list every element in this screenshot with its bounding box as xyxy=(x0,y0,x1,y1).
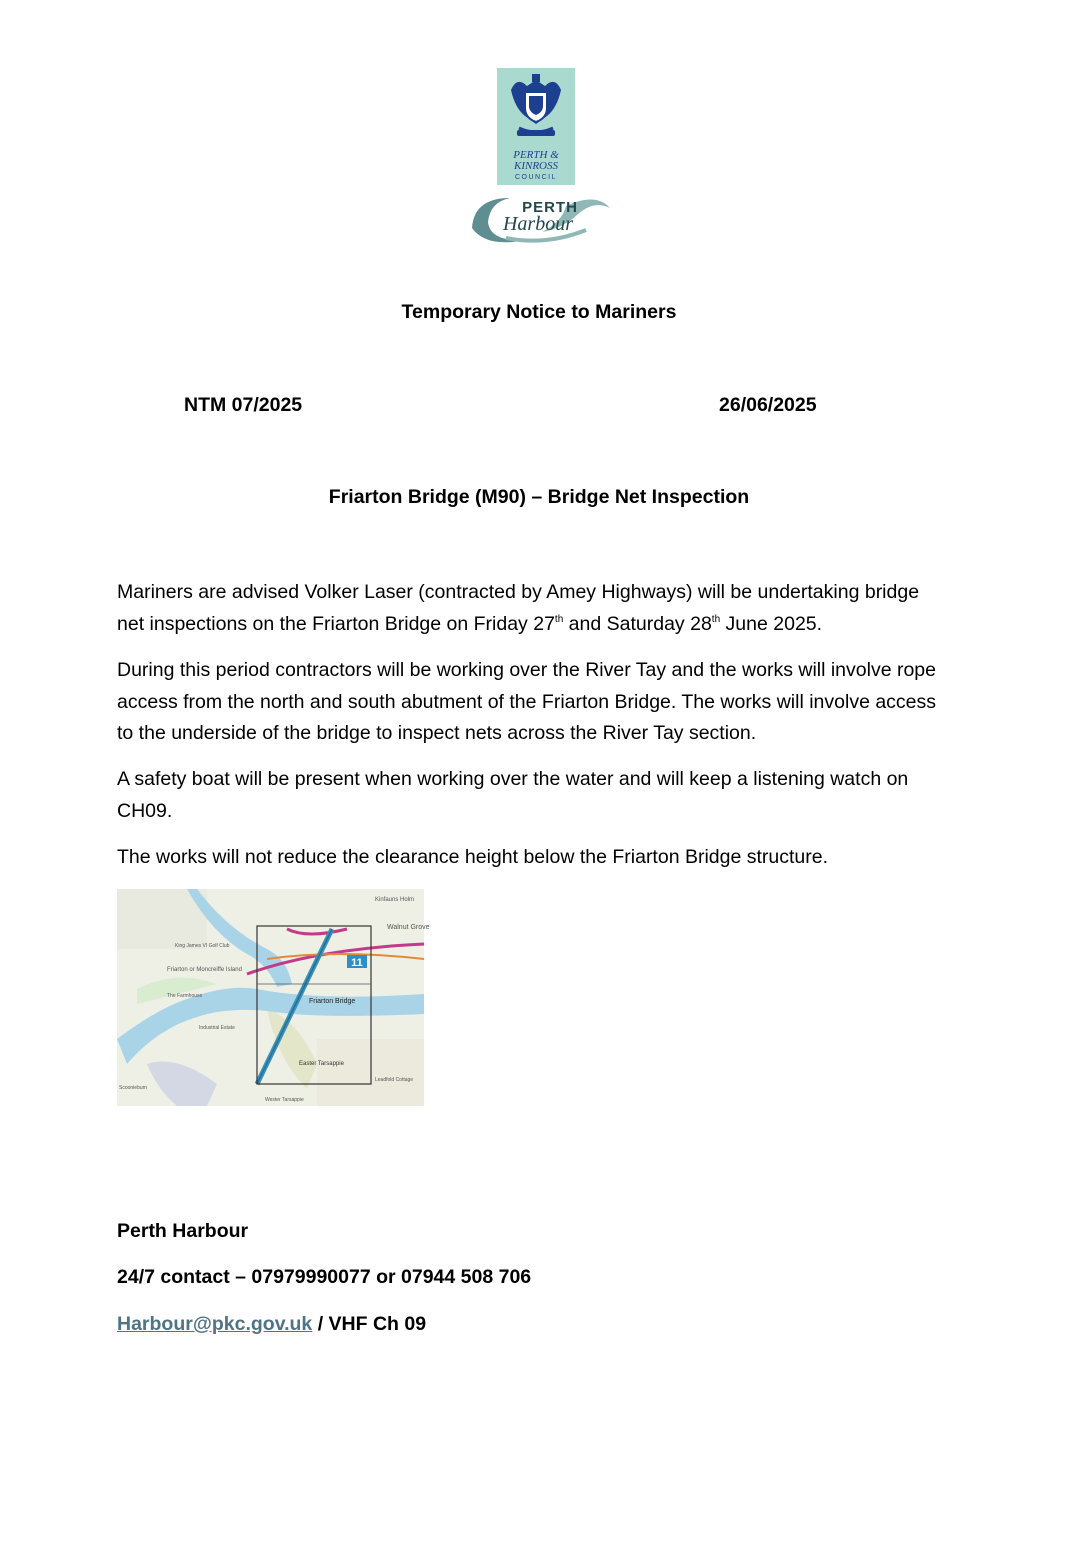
council-logo xyxy=(497,68,575,185)
notice-subject: Friarton Bridge (M90) – Bridge Net Inspection xyxy=(328,486,750,508)
paragraph-dates-part1: Mariners are advised Volker Laser (contracted by Amey Highways) will be undertaking bridge net inspections on the Friarton Bridge on Friday 27 xyxy=(117,581,920,635)
council-logo-line1: PERTH & xyxy=(513,149,559,161)
map-label-leadfold: Leadfold Cottage xyxy=(375,1077,414,1083)
harbour-logo-line2: Harbour xyxy=(502,213,574,235)
map-label-island: Friarton or Moncreiffe Island xyxy=(167,967,242,973)
map-label-farmhouse: The Farmhouse xyxy=(167,993,203,999)
map-label-junction: 11 xyxy=(351,957,363,969)
notice-date: 26/06/2025 xyxy=(719,394,817,416)
harbour-logo-line1: PERTH xyxy=(522,199,578,216)
harbour-logo xyxy=(466,188,612,246)
notice-title: Temporary Notice to Mariners xyxy=(401,301,677,323)
map-label-bridge: Friarton Bridge xyxy=(309,998,356,1005)
paragraph-dates xyxy=(117,577,947,640)
paragraph-safety-boat: A safety boat will be present when working over the water and will keep a listening watch on CH09. xyxy=(117,768,909,822)
footer-vhf: / VHF Ch 09 xyxy=(312,1313,427,1335)
map-label-industrial: Industrial Estate xyxy=(199,1025,235,1031)
paragraph-clearance: The works will not reduce the clearance height below the Friarton Bridge structure. xyxy=(117,846,829,868)
superscript-th-2: th xyxy=(711,613,721,625)
location-map xyxy=(117,889,430,1106)
map-label-scoonieburn: Scoonieburn xyxy=(119,1085,148,1091)
map-label-golf: King James VI Golf Club xyxy=(175,943,230,949)
map-label-wester: Wester Tarsappie xyxy=(265,1097,304,1103)
footer-org: Perth Harbour xyxy=(117,1220,249,1242)
ntm-number: NTM 07/2025 xyxy=(184,394,303,416)
council-logo-line2: KINROSS xyxy=(514,160,558,172)
council-logo-line3: COUNCIL xyxy=(514,174,558,181)
paragraph-dates-part3: June 2025. xyxy=(720,612,823,635)
paragraph-works: During this period contractors will be working over the River Tay and the works will involve rope access from the north and south abutment of the Friarton Bridge. The works will involve access to the underside of the bridge to inspect nets across the River Tay section. xyxy=(117,659,937,744)
footer-email-line xyxy=(117,1313,426,1336)
map-label-kinfauns: Kinfauns Holm xyxy=(375,897,415,903)
paragraph-dates-part2: and Saturday 28 xyxy=(563,612,712,635)
map-label-easter: Easter Tarsappie xyxy=(299,1061,344,1067)
email-link[interactable]: Harbour@pkc.gov.uk xyxy=(117,1313,313,1335)
map-label-walnut: Walnut Grove xyxy=(387,924,430,931)
footer-contact: 24/7 contact – 07979990077 or 07944 508 706 xyxy=(117,1266,532,1288)
superscript-th-1: th xyxy=(554,613,564,625)
